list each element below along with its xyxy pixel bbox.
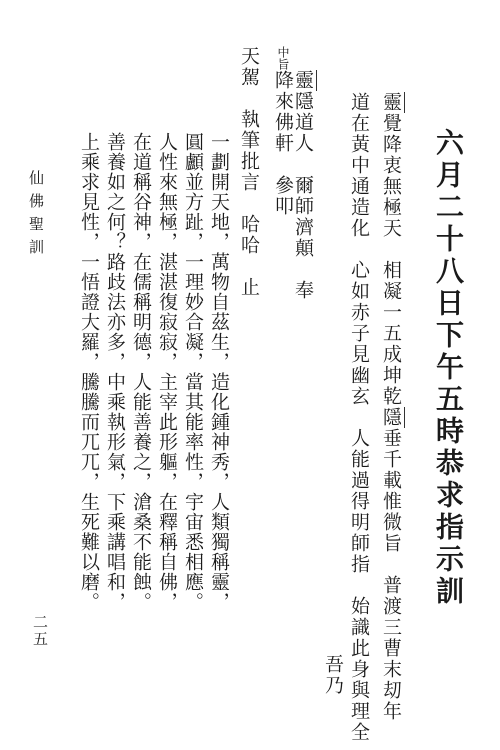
poem-line-1-boxed-char-2: 隱 bbox=[380, 407, 405, 428]
body-line-3: 人性來無極，湛湛復寂寂，主宰此形軀，在釋稱自佛， bbox=[156, 132, 178, 612]
body-line-2: 圓顱並方趾，一理妙合凝，當其能率性，宇宙悉相應。 bbox=[182, 132, 204, 612]
page-number: 二五 bbox=[31, 614, 49, 648]
announce-line-2 bbox=[270, 46, 297, 217]
announce-line-2-text: 降來佛軒 參叩 bbox=[272, 70, 294, 217]
poem-line-1-text: 覺降衷無極天 相凝一五成坤乾 bbox=[380, 113, 402, 407]
body-line-6: 上乘求見性，一悟證大羅，騰騰而兀兀，生死難以磨。 bbox=[78, 132, 100, 612]
announce-line-1-text: 隱道人 爾師濟顛 奉 bbox=[292, 91, 314, 301]
body-line-5: 善養如之何？路歧法亦多，中乘執形氣，下乘講唱和， bbox=[104, 132, 126, 612]
body-line-4: 在道稱谷神，在儒稱明德，人能善養之，滄桑不能蝕。 bbox=[130, 132, 152, 612]
announce-small-text: 中旨 bbox=[276, 46, 290, 70]
poem-signature: 吾乃 bbox=[322, 654, 344, 696]
announce-boxed-char: 靈 bbox=[292, 70, 317, 91]
book-title: 仙佛聖訓 bbox=[27, 170, 45, 262]
announce-line-3: 天駕 執筆批言 哈哈 止 bbox=[238, 46, 260, 298]
body-line-1: 一劃開天地，萬物自茲生，造化鍾神秀，人類獨稱靈， bbox=[208, 132, 230, 612]
poem-line-2: 道在黃中通造化 心如赤子見幽玄 人能過得明師指 始識此身與理全 bbox=[348, 92, 370, 743]
page-title: 六月二十八日下午五時恭求指示訓 bbox=[432, 128, 465, 608]
poem-line-1 bbox=[378, 92, 405, 722]
poem-line-1-tail: 垂千載惟微旨 普渡三曹末刧年 bbox=[380, 428, 402, 722]
poem-line-1-boxed-char: 靈 bbox=[380, 92, 405, 113]
